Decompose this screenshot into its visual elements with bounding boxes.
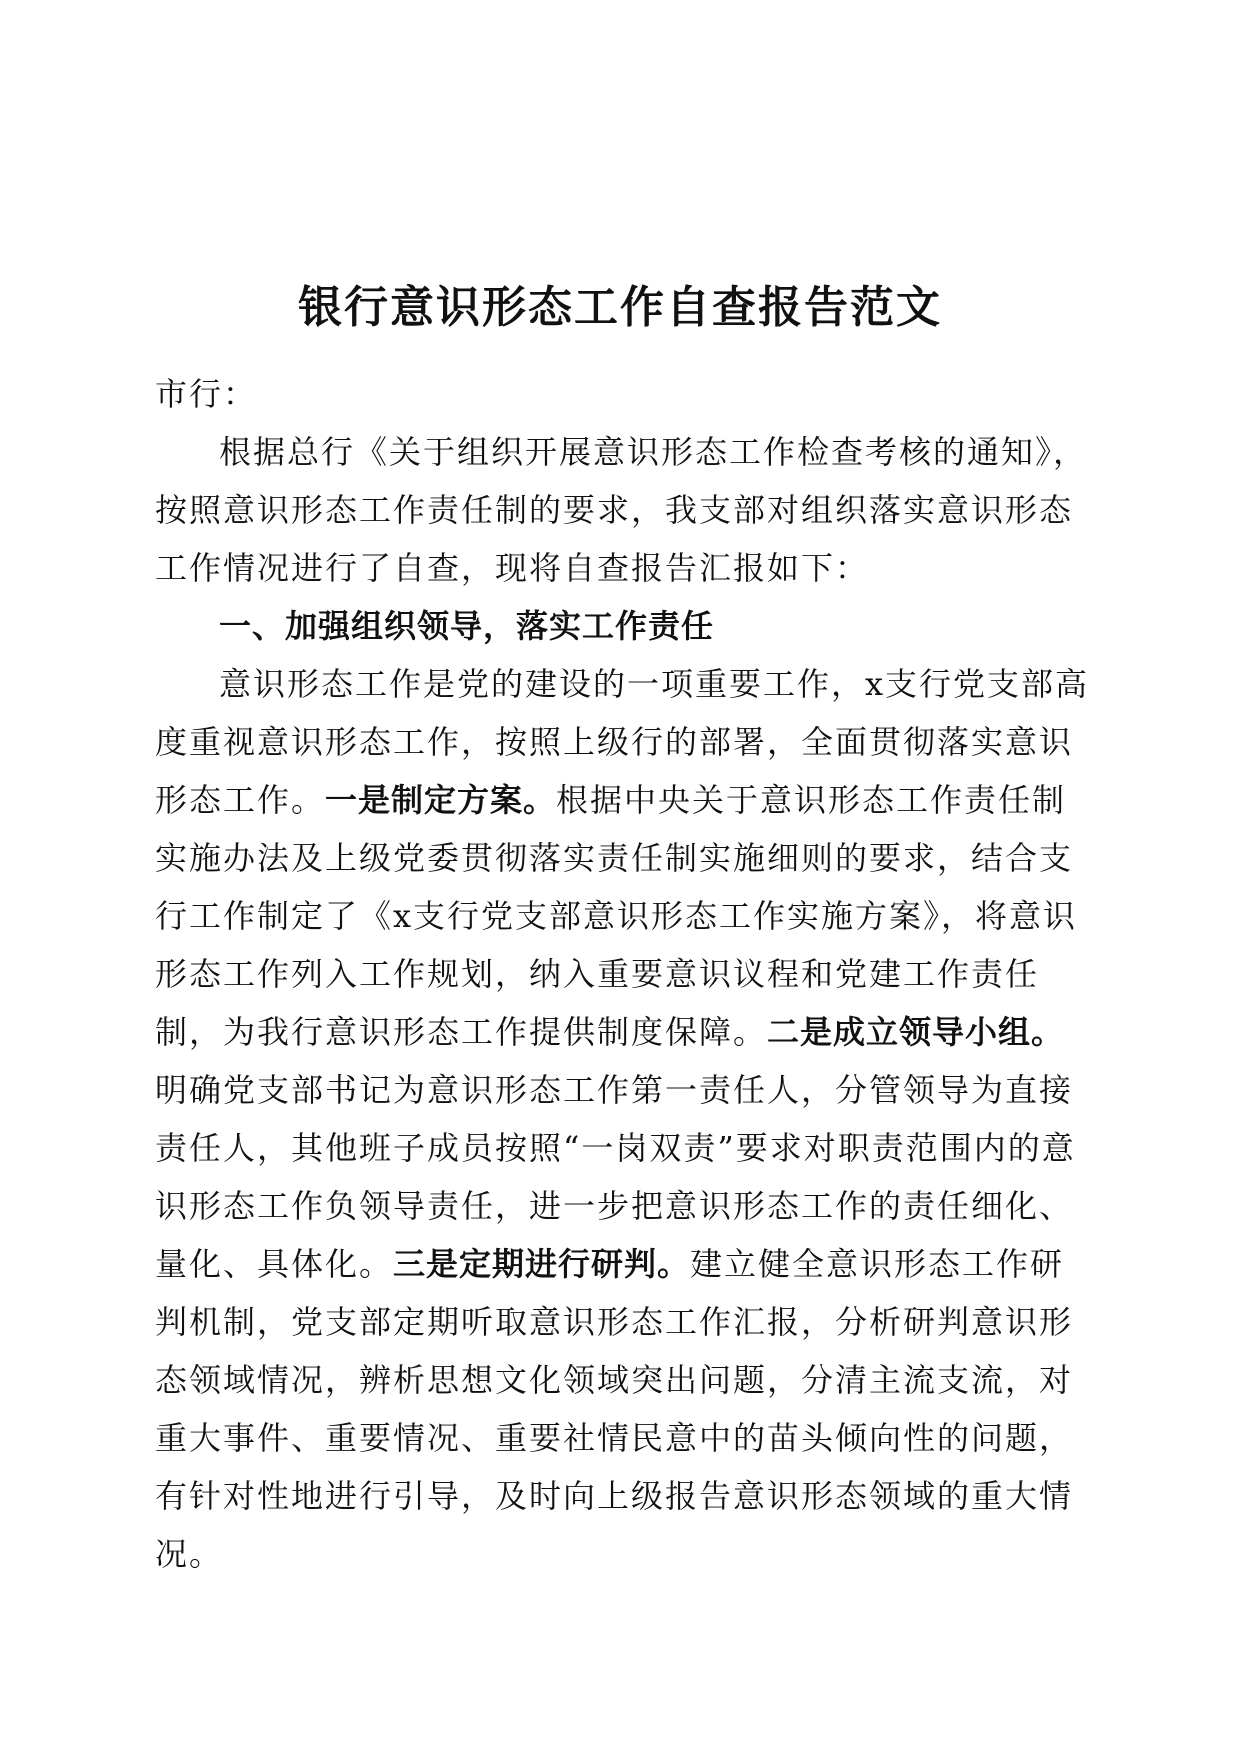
bold-point-3: 三是定期进行研判。 xyxy=(393,1245,691,1283)
salutation: 市行： xyxy=(155,375,258,413)
document-body xyxy=(155,365,1090,1583)
section-heading: 一、加强组织领导，落实工作责任 xyxy=(219,607,715,645)
paragraph-text: 明确党支部书记为意识形态工作第一责任人，分管领导为直接责任人，其他班子成员按照“一岗双责”要求对职责范围内的意识形态工作负领导责任，进一步把意识形态工作的责任细化、量化、具体化。 xyxy=(155,1071,1076,1283)
bold-point-2: 二是成立领导小组。 xyxy=(767,1013,1065,1051)
document-title: 银行意识形态工作自查报告范文 xyxy=(298,282,942,333)
paragraph-text: 建立健全意识形态工作研判机制，党支部定期听取意识形态工作汇报，分析研判意识形态领域情况，辨析思想文化领域突出问题，分清主流支流，对重大事件、重要情况、重要社情民意中的苗头倾向性的问题，有针对性地进行引导，及时向上级报告意识形态领域的重大情况。 xyxy=(155,1245,1074,1573)
section-paragraph xyxy=(155,655,1090,1583)
bold-point-1: 一是制定方案。 xyxy=(325,781,557,819)
intro-paragraph: 根据总行《关于组织开展意识形态工作检查考核的通知》，按照意识形态工作责任制的要求，我支部对组织落实意识形态工作情况进行了自查，现将自查报告汇报如下： xyxy=(155,433,1088,587)
paragraph-text: 根据中央关于意识形态工作责任制实施办法及上级党委贯彻落实责任制实施细则的要求，结合支行工作制定了《x支行党支部意识形态工作实施方案》，将意识形态工作列入工作规划，纳入重要意识议程和党建工作责任制，为我行意识形态工作提供制度保障。 xyxy=(155,781,1078,1051)
paragraph-text: 意识形态工作是党的建设的一项重要工作，x支行党支部高度重视意识形态工作，按照上级行的部署，全面贯彻落实意识形态工作。 xyxy=(155,665,1090,819)
